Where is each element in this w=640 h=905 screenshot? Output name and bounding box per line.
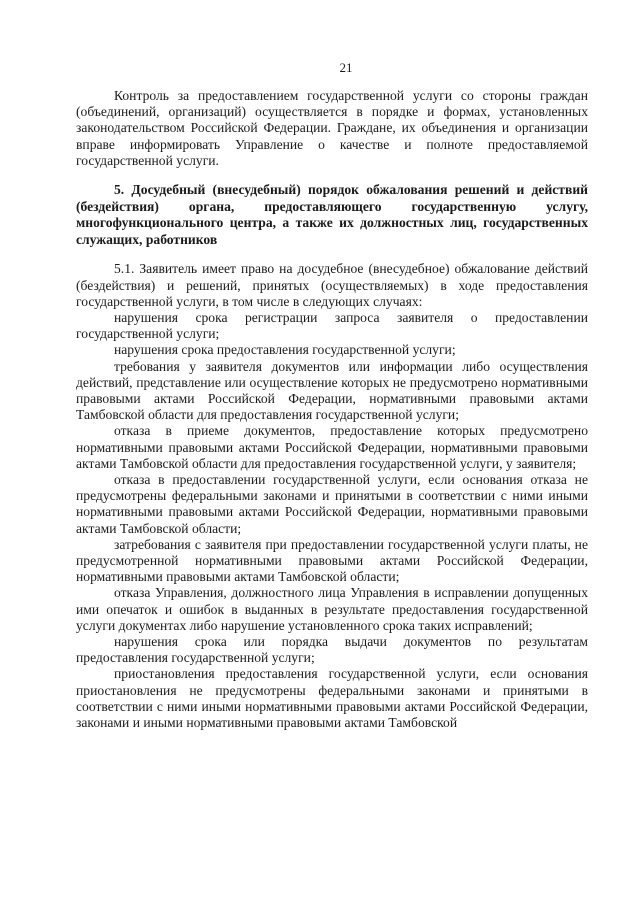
list-item: нарушения срока регистрации запроса заявителя о предоставлении государственной услуги; bbox=[76, 310, 588, 342]
list-item: затребования с заявителя при предоставлении государственной услуги платы, не предусмотренной нормативными правовыми актами Российской Федерации, нормативными правовыми актами Тамбовской области; bbox=[76, 536, 588, 585]
list-item: отказа в приеме документов, предоставление которых предусмотрено нормативными правовыми актами Российской Федерации, нормативными правовыми актами Тамбовской области для предоставления государственной услуги, у заявителя; bbox=[76, 423, 588, 471]
spacer bbox=[76, 169, 588, 182]
intro-paragraph: Контроль за предоставлением государственной услуги со стороны граждан (объединений, организаций) осуществляется в порядке и формах, установленных законодательством Российской Федерации. Граждане, их объединения и организации вправе информировать Управление о качестве и полноте предоставляемой государственной услуги. bbox=[76, 88, 588, 168]
list-item: нарушения срока или порядка выдачи документов по результатам предоставления государственной услуги; bbox=[76, 634, 588, 666]
section-number: 5. bbox=[114, 182, 125, 198]
paragraph-5-1: 5.1. Заявитель имеет право на досудебное (внесудебное) обжалование действий (бездействия) и решений, принятых (осуществляемых) в ходе предоставления государственной услуги, в том числе в следующих случаях: bbox=[76, 261, 588, 309]
list-item: отказа в предоставлении государственной услуги, если основания отказа не предусмотрены федеральными законами и принятыми в соответствии с ними иными нормативными правовыми актами Российской Федерации, нормативными правовыми актами Тамбовской области; bbox=[76, 472, 588, 536]
page-number: 21 bbox=[339, 60, 353, 75]
list-item: требования у заявителя документов или информации либо осуществления действий, представление или осуществление которых не предусмотрено нормативными правовыми актами Российской Федерации, нормативными правовыми актами Тамбовской области для предоставления государственной услуги; bbox=[76, 358, 588, 423]
list-item: нарушения срока предоставления государственной услуги; bbox=[114, 342, 456, 358]
list-item: отказа Управления, должностного лица Управления в исправлении допущенных ими опечаток и ошибок в выданных в результате предоставления государственной услуги документах либо нарушение установленного срока таких исправлений; bbox=[76, 585, 588, 633]
section-heading bbox=[76, 182, 588, 248]
list-item: приостановления предоставления государственной услуги, если основания приостановления не предусмотрены федеральными законами и принятыми в соответствии с ними иными нормативными правовыми актами Российской Федерации, законами и иными нормативными правовыми актами Тамбовской bbox=[76, 666, 588, 731]
spacer bbox=[76, 248, 588, 261]
section-title: Досудебный (внесудебный) порядок обжалования решений и действий (бездействия) органа, предоставляющего государственную услугу, многофункционального центра, а также их должностных лиц, государственных служащих, работников bbox=[76, 182, 588, 247]
